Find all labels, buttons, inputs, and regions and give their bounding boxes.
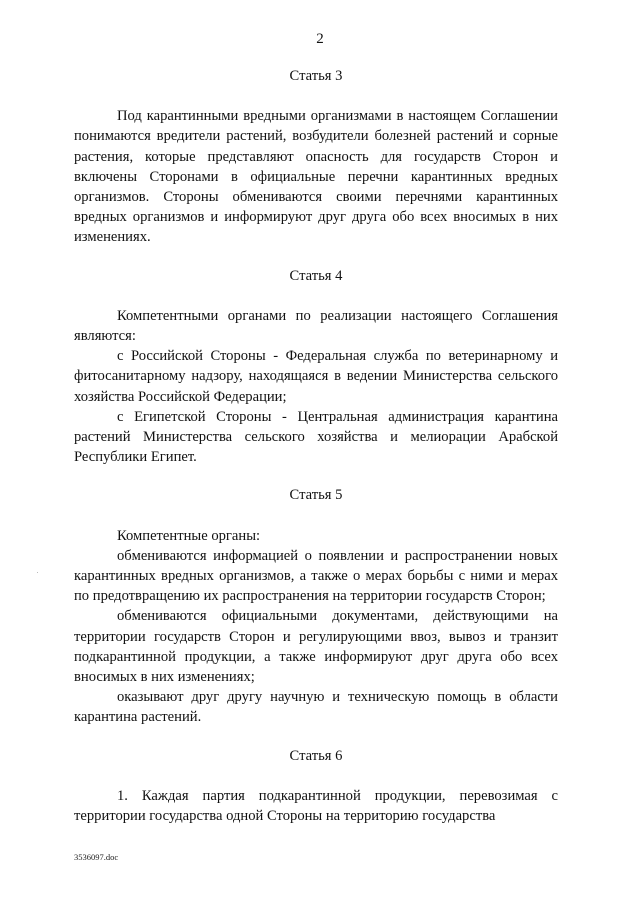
page-number: 2 [316, 31, 324, 47]
article-6-heading: Статья 6 [289, 747, 343, 764]
article-6-paragraph-1: 1. Каждая партия подкарантинной продукции, перевозимая с территории государства одной Стороны на территорию государства [74, 787, 558, 825]
article-4-paragraph-2: с Российской Стороны - Федеральная служба по ветеринарному и фитосанитарному надзору, находящаяся в ведении Министерства сельского хозяйства Российской Федерации; [74, 348, 558, 405]
margin-mark [37, 572, 38, 573]
article-5-paragraph-1: Компетентные органы: [117, 527, 261, 544]
document-body [74, 66, 558, 826]
article-4-heading: Статья 4 [289, 267, 343, 284]
article-3-heading: Статья 3 [289, 68, 343, 84]
article-5-paragraph-4: оказывают друг другу научную и техническую помощь в области карантина растений. [74, 689, 558, 726]
article-5-heading: Статья 5 [289, 487, 343, 504]
article-4-paragraph-3: с Египетской Стороны - Центральная администрация карантина растений Министерства сельского хозяйства и мелиорации Арабской Республики Египет. [74, 408, 558, 466]
footer-filename: 3536097.doc [74, 852, 119, 862]
article-5-paragraph-2: обмениваются информацией о появлении и распространении новых карантинных вредных организмов, а также о мерах борьбы с ними и мерах по предотвращению их распространения на территории государств Сторон; [74, 547, 558, 605]
article-3-paragraph-1: Под карантинными вредными организмами в настоящем Соглашении понимаются вредители растений, возбудители болезней растений и сорные растения, которые представляют опасность для государств Сторон и включены Сторонами в официальные перечни карантинных вредных организмов. Стороны обмениваются своими перечнями карантинных вредных организмов и информируют друг друга обо всех вносимых в них изменениях. [74, 108, 558, 246]
article-4-paragraph-1: Компетентными органами по реализации настоящего Соглашения являются: [74, 307, 558, 345]
article-5-paragraph-3: обмениваются официальными документами, действующими на территории государств Сторон и регулирующими ввоз, вывоз и транзит подкарантинной продукции, а также информируют друг друга обо всех вносимых в них изменениях; [74, 608, 558, 686]
